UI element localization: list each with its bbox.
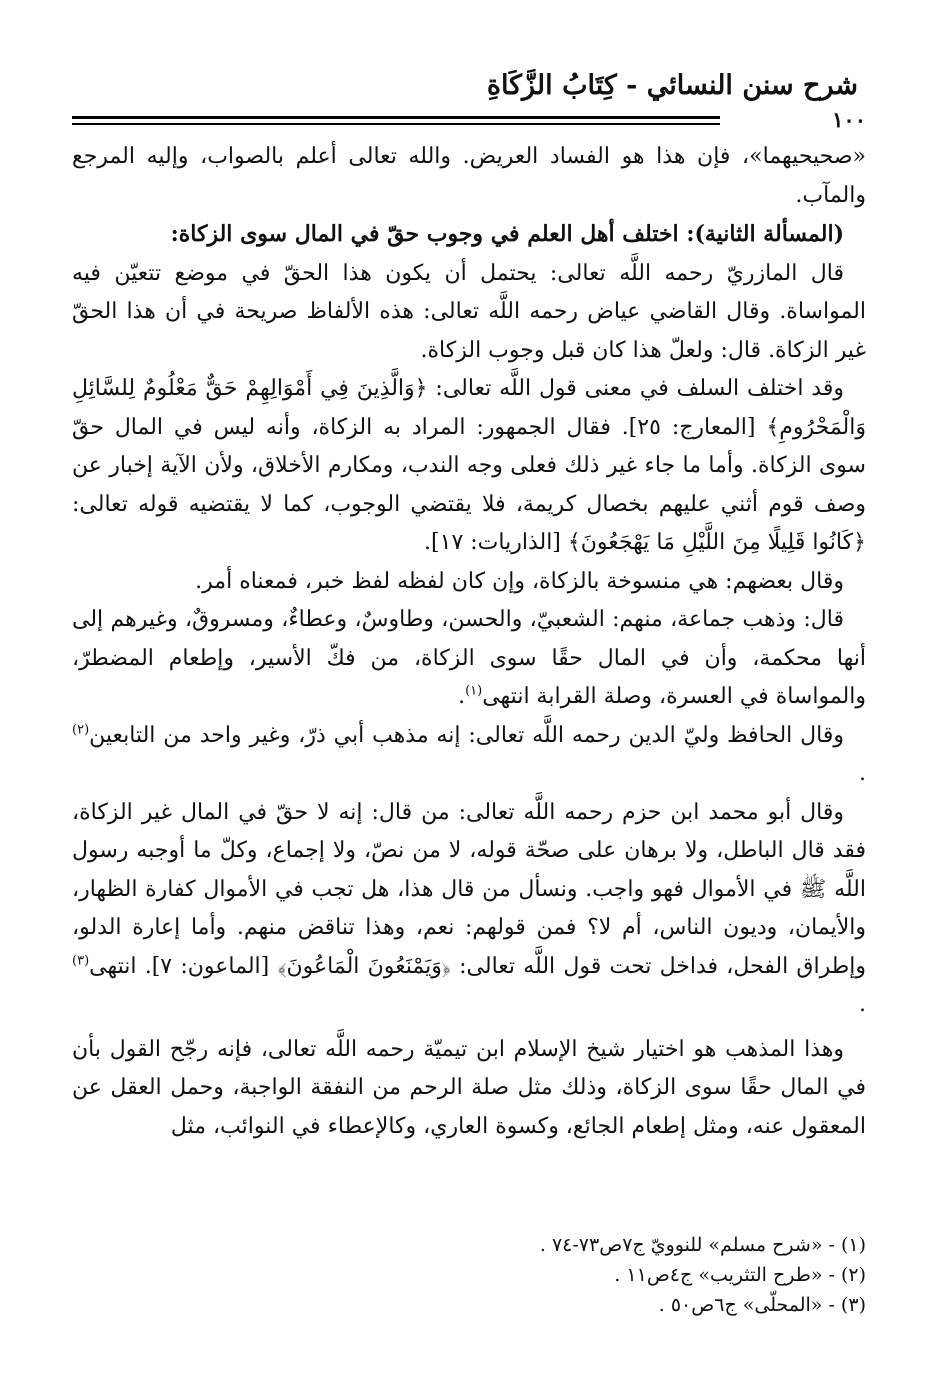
footnote-ref-2[interactable]: (٢) bbox=[72, 722, 90, 738]
footnote-1: (١) - «شرح مسلم» للنوويّ ج٧ص٧٣-٧٤ . bbox=[539, 1234, 866, 1256]
page-header bbox=[72, 60, 866, 112]
footnote-ref-3[interactable]: (٣) bbox=[72, 953, 90, 969]
footnote-2: (٢) - «طرح التثريب» ج٤ص١١ . bbox=[614, 1264, 866, 1286]
paragraph-1: «صحيحيهما»، فإن هذا هو الفساد العريض. والله تعالى أعلم بالصواب، وإليه المرجع والمآب. bbox=[72, 144, 866, 208]
paragraph-5: وقال بعضهم: هي منسوخة بالزكاة، وإن كان لفظه لفظ خبر، فمعناه أمر. bbox=[195, 568, 844, 594]
footnote-ref-1[interactable]: (١) bbox=[465, 683, 483, 699]
section-heading: (المسألة الثانية): اختلف أهل العلم في وجوب حقّ في المال سوى الزكاة: bbox=[170, 221, 844, 247]
footnote-3: (٣) - «المحلّى» ج٦ص٥٠ . bbox=[658, 1294, 866, 1316]
paragraph-6: قال: وذهب جماعة، منهم: الشعبيّ، والحسن، وطاوسٌ، وعطاءٌ، ومسروقٌ، وغيرهم إلى أنها محكمة، وأن في المال حقًا سوى الزكاة، من فكّ الأسير، وإطعام المضطرّ، والمواساة في العسرة، وصلة القرابة انتهى$^{(١)}$. bbox=[72, 607, 866, 709]
paragraph-2 bbox=[72, 215, 866, 255]
paragraph-4: وقد اختلف السلف في معنى قول اللَّه تعالى: ﴿وَالَّذِينَ فِي أَمْوَالِهِمْ حَقٌّ مَعْلُومٌ لِلسَّائِلِ وَالْمَحْرُومِ﴾ [المعارج: ٢٥]. فقال الجمهور: المراد به الزكاة، وأنه ليس في المال حقّ سوى الزكاة. وأما ما جاء غير ذلك فعلى وجه الندب، ومكارم الأخلاق، ولأن الآية إخبار عن وصف قوم أثني عليهم بخصال كريمة، فلا يقتضي الوجوب، كما لا يقتضيه قوله تعالى: ﴿كَانُوا قَلِيلًا مِنَ اللَّيْلِ مَا يَهْجَعُونَ﴾ [الذاريات: ١٧]. bbox=[72, 376, 866, 555]
page-number: ١٠٠ bbox=[832, 107, 866, 132]
paragraph-3: قال المازريّ رحمه اللَّه تعالى: يحتمل أن يكون هذا الحقّ في موضع تتعيّن فيه المواساة. وقال القاضي عياض رحمه اللَّه تعالى: هذه الألفاظ صريحة في أن هذا الحقّ غير الزكاة. قال: ولعلّ هذا كان قبل وجوب الزكاة. bbox=[72, 260, 866, 363]
paragraph-7-text: وقال الحافظ وليّ الدين رحمه اللَّه تعالى: إنه مذهب أبي ذرّ، وغير واحد من التابعين bbox=[89, 722, 844, 748]
footnotes bbox=[72, 1230, 866, 1320]
body-text bbox=[72, 138, 866, 1146]
running-title: شرح سنن النسائي - كِتَابُ الزَّكَاةِ bbox=[486, 70, 858, 101]
header-rule bbox=[72, 107, 866, 136]
paragraph-6-text: قال: وذهب جماعة، منهم: الشعبيّ، والحسن، وطاوسٌ، وعطاءٌ، ومسروقٌ، وغيرهم إلى أنها محكمة، وأن في المال حقًا سوى الزكاة، من فكّ الأسير، وإطعام المضطرّ، والمواساة في العسرة، وصلة القرابة انتهى bbox=[72, 607, 866, 709]
paragraph-9: وهذا المذهب هو اختيار شيخ الإسلام ابن تيميّة رحمه اللَّه تعالى، فإنه رجّح القول بأن في المال حقًا سوى الزكاة، وذلك مثل صلة الرحم من النفقة الواجبة، وحمل العقل عن المعقول عنه، ومثل إطعام الجائع، وكسوة العاري، وكالإعطاء في النوائب، مثل bbox=[72, 1036, 866, 1139]
paragraph-7: وقال الحافظ وليّ الدين رحمه اللَّه تعالى: إنه مذهب أبي ذرّ، وغير واحد من التابعين$^{(٢)}$ . bbox=[72, 722, 866, 786]
header-rule-long bbox=[72, 116, 720, 128]
book-page bbox=[72, 60, 866, 1336]
paragraph-8-text: وقال أبو محمد ابن حزم رحمه اللَّه تعالى: من قال: إنه لا حقّ في المال غير الزكاة، فقد قال الباطل، ولا برهان على صحّة قوله، لا من نصّ، ولا إجماع، وكلّ ما أوجبه رسول اللَّه ﷺ في الأموال فهو واجب. ونسأل من قال هذا، هل تجب في الأموال كفارة الظهار، والأيمان، وديون الناس، أم لا؟ فمن قولهم: نعم، وهذا تناقض منهم. وأما إعارة الدلو، وإطراق الفحل، فداخل تحت قول اللَّه تعالى: ﴿وَيَمْنَعُونَ الْمَاعُونَ﴾ [الماعون: ٧]. انتهى bbox=[72, 799, 866, 979]
paragraph-8: وقال أبو محمد ابن حزم رحمه اللَّه تعالى: من قال: إنه لا حقّ في المال غير الزكاة، فقد قال الباطل، ولا برهان على صحّة قوله، لا من نصّ، ولا إجماع، وكلّ ما أوجبه رسول اللَّه ﷺ في الأموال فهو واجب. ونسأل من قال هذا، هل تجب في الأموال كفارة الظهار، والأيمان، وديون الناس، أم لا؟ فمن قولهم: نعم، وهذا تناقض منهم. وأما إعارة الدلو، وإطراق الفحل، فداخل تحت قول اللَّه تعالى: ﴿وَيَمْنَعُونَ الْمَاعُونَ﴾ [الماعون: ٧]. انتهى$^{(٣)}$ . bbox=[72, 799, 866, 1017]
